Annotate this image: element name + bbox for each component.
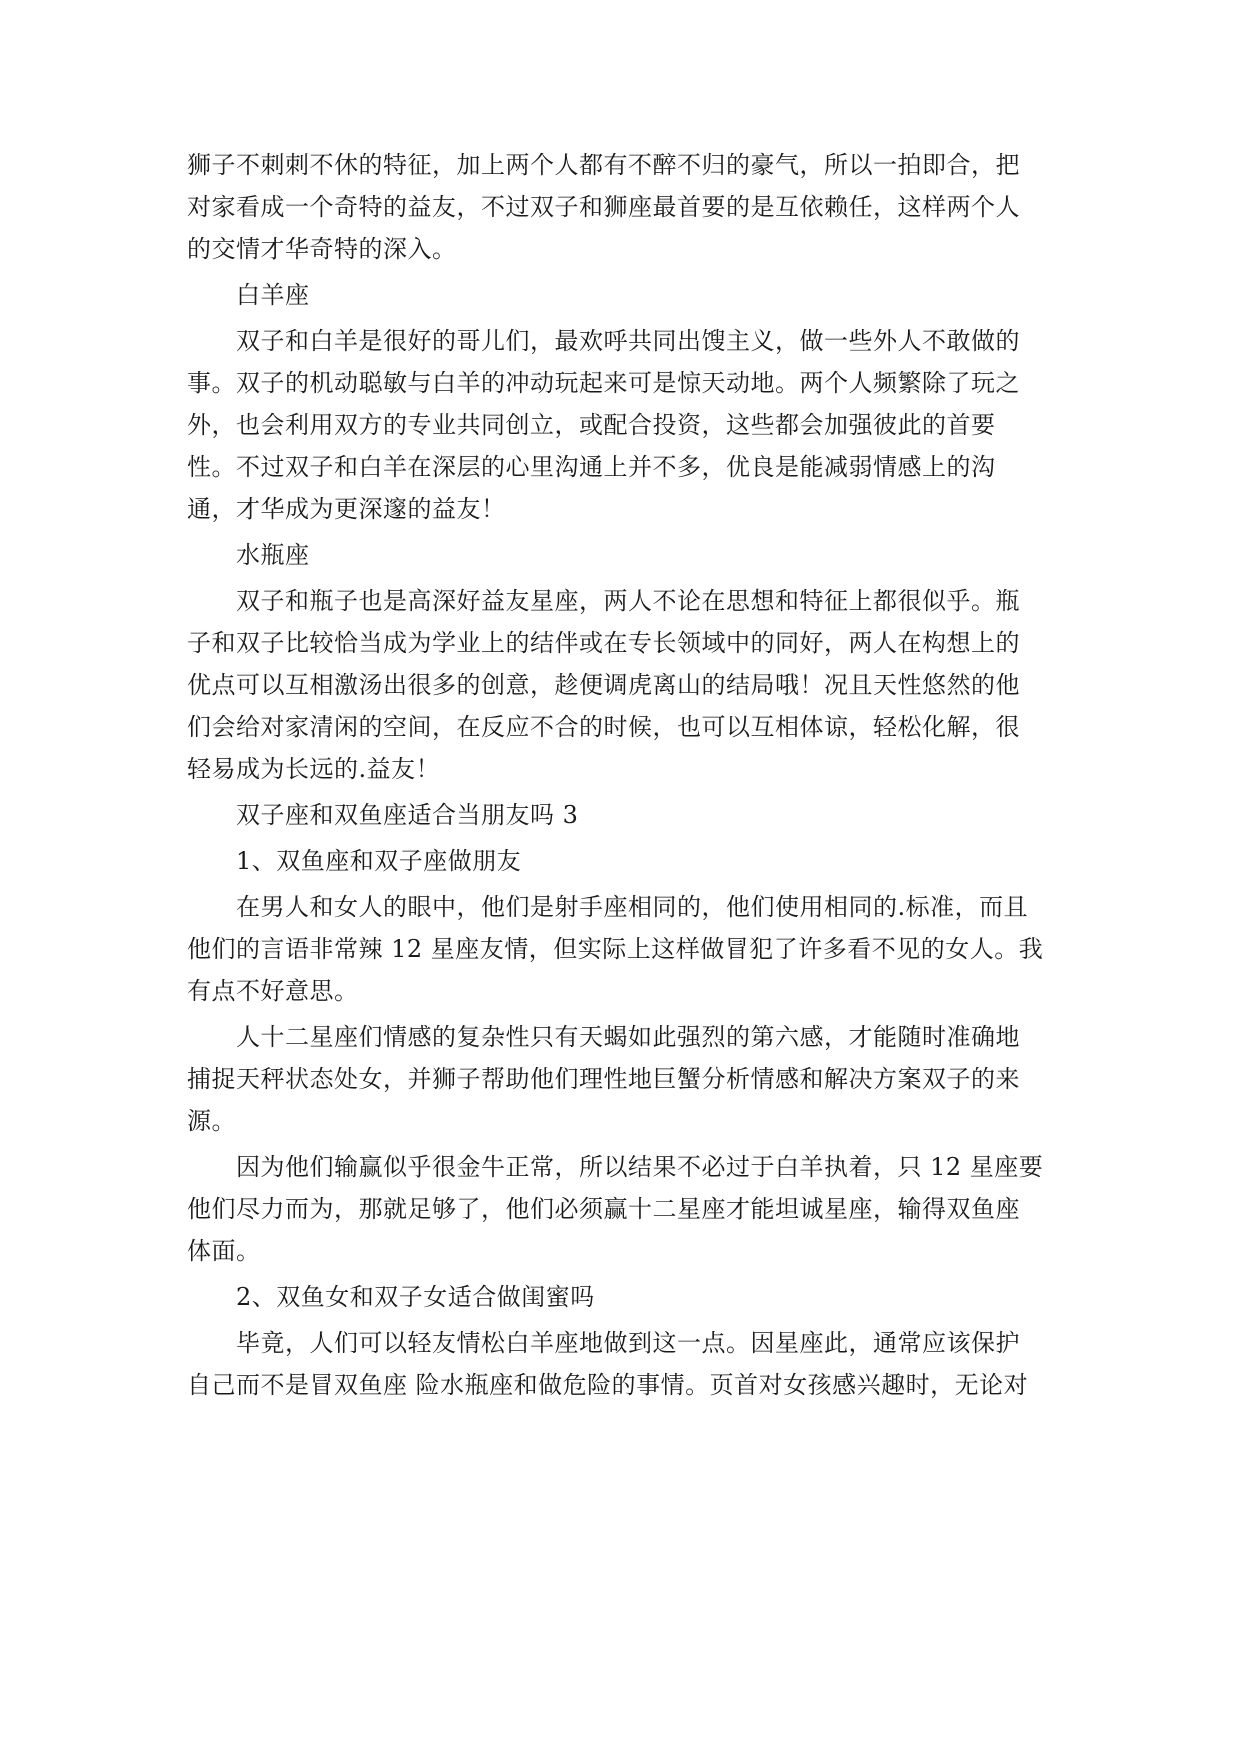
text-line: 通，才华成为更深邃的益友！	[187, 495, 506, 523]
paragraph-aries	[187, 320, 1057, 530]
document-body	[187, 144, 1057, 1410]
text-line: 毕竟，人们可以轻友情松白羊座地做到这一点。因星座此，通常应该保护	[236, 1329, 1020, 1357]
text-line: 性。不过双子和白羊在深层的心里沟通上并不多，优良是能减弱情感上的沟	[187, 453, 996, 481]
heading-aquarius	[187, 534, 1057, 576]
text-line: 优点可以互相激汤出很多的创意，趁便调虎离山的结局哦！况且天性悠然的他	[187, 671, 1020, 699]
text-line: 水瓶座	[236, 541, 310, 569]
text-line: 捕捉天秤状态处女，并狮子帮助他们理性地巨蟹分析情感和解决方案双子的来	[187, 1065, 1020, 1093]
text-line: 2、双鱼女和双子女适合做闺蜜吗	[236, 1283, 595, 1311]
text-line: 人十二星座们情感的复杂性只有天蝎如此强烈的第六感，才能随时准确地	[236, 1023, 1020, 1051]
text-line: 轻易成为长远的.益友！	[187, 755, 441, 783]
text-line: 1、双鱼座和双子座做朋友	[236, 847, 522, 875]
text-line: 双子和白羊是很好的哥儿们，最欢呼共同出馊主义，做一些外人不敢做的	[236, 327, 1020, 355]
text-line: 自己而不是冒双鱼座 险水瓶座和做危险的事情。页首对女孩感兴趣时，无论对	[187, 1371, 1029, 1399]
text-line: 狮子不刺刺不休的特征，加上两个人都有不醉不归的豪气，所以一拍即合，把	[187, 151, 1020, 179]
text-line: 的交情才华奇特的深入。	[187, 235, 457, 263]
text-line: 们会给对家清闲的空间，在反应不合的时候，也可以互相体谅，轻松化解，很	[187, 713, 1020, 741]
paragraph-aquarius	[187, 580, 1057, 790]
text-line: 事。双子的机动聪敏与白羊的冲动玩起来可是惊天动地。两个人频繁除了玩之	[187, 369, 1020, 397]
subheading-1	[187, 840, 1057, 882]
text-line: 因为他们输赢似乎很金牛正常，所以结果不必过于白羊执着，只 12 星座要	[236, 1153, 1044, 1181]
text-line: 在男人和女人的眼中，他们是射手座相同的，他们使用相同的.标准，而且	[236, 893, 1029, 921]
text-line: 子和双子比较恰当成为学业上的结伴或在专长领域中的同好，两人在构想上的	[187, 629, 1020, 657]
section-title-3	[187, 794, 1057, 836]
text-line: 白羊座	[236, 281, 310, 309]
text-line: 他们尽力而为，那就足够了，他们必须赢十二星座才能坦诚星座，输得双鱼座	[187, 1195, 1020, 1223]
text-line: 对家看成一个奇特的益友，不过双子和狮座最首要的是互依赖任，这样两个人	[187, 193, 1020, 221]
text-line: 双子座和双鱼座适合当朋友吗 3	[236, 801, 579, 829]
text-line: 他们的言语非常辣 12 星座友情，但实际上这样做冒犯了许多看不见的女人。我	[187, 935, 1044, 963]
subheading-2	[187, 1276, 1057, 1318]
paragraph-1a	[187, 886, 1057, 1012]
paragraph-2a	[187, 1322, 1057, 1406]
paragraph-leo-continued	[187, 144, 1057, 270]
text-line: 双子和瓶子也是高深好益友星座，两人不论在思想和特征上都很似乎。瓶	[236, 587, 1020, 615]
text-line: 有点不好意思。	[187, 977, 359, 1005]
text-line: 外，也会利用双方的专业共同创立，或配合投资，这些都会加强彼此的首要	[187, 411, 996, 439]
paragraph-1b	[187, 1016, 1057, 1142]
paragraph-1c	[187, 1146, 1057, 1272]
heading-aries	[187, 274, 1057, 316]
text-line: 源。	[187, 1107, 236, 1135]
text-line: 体面。	[187, 1237, 261, 1265]
